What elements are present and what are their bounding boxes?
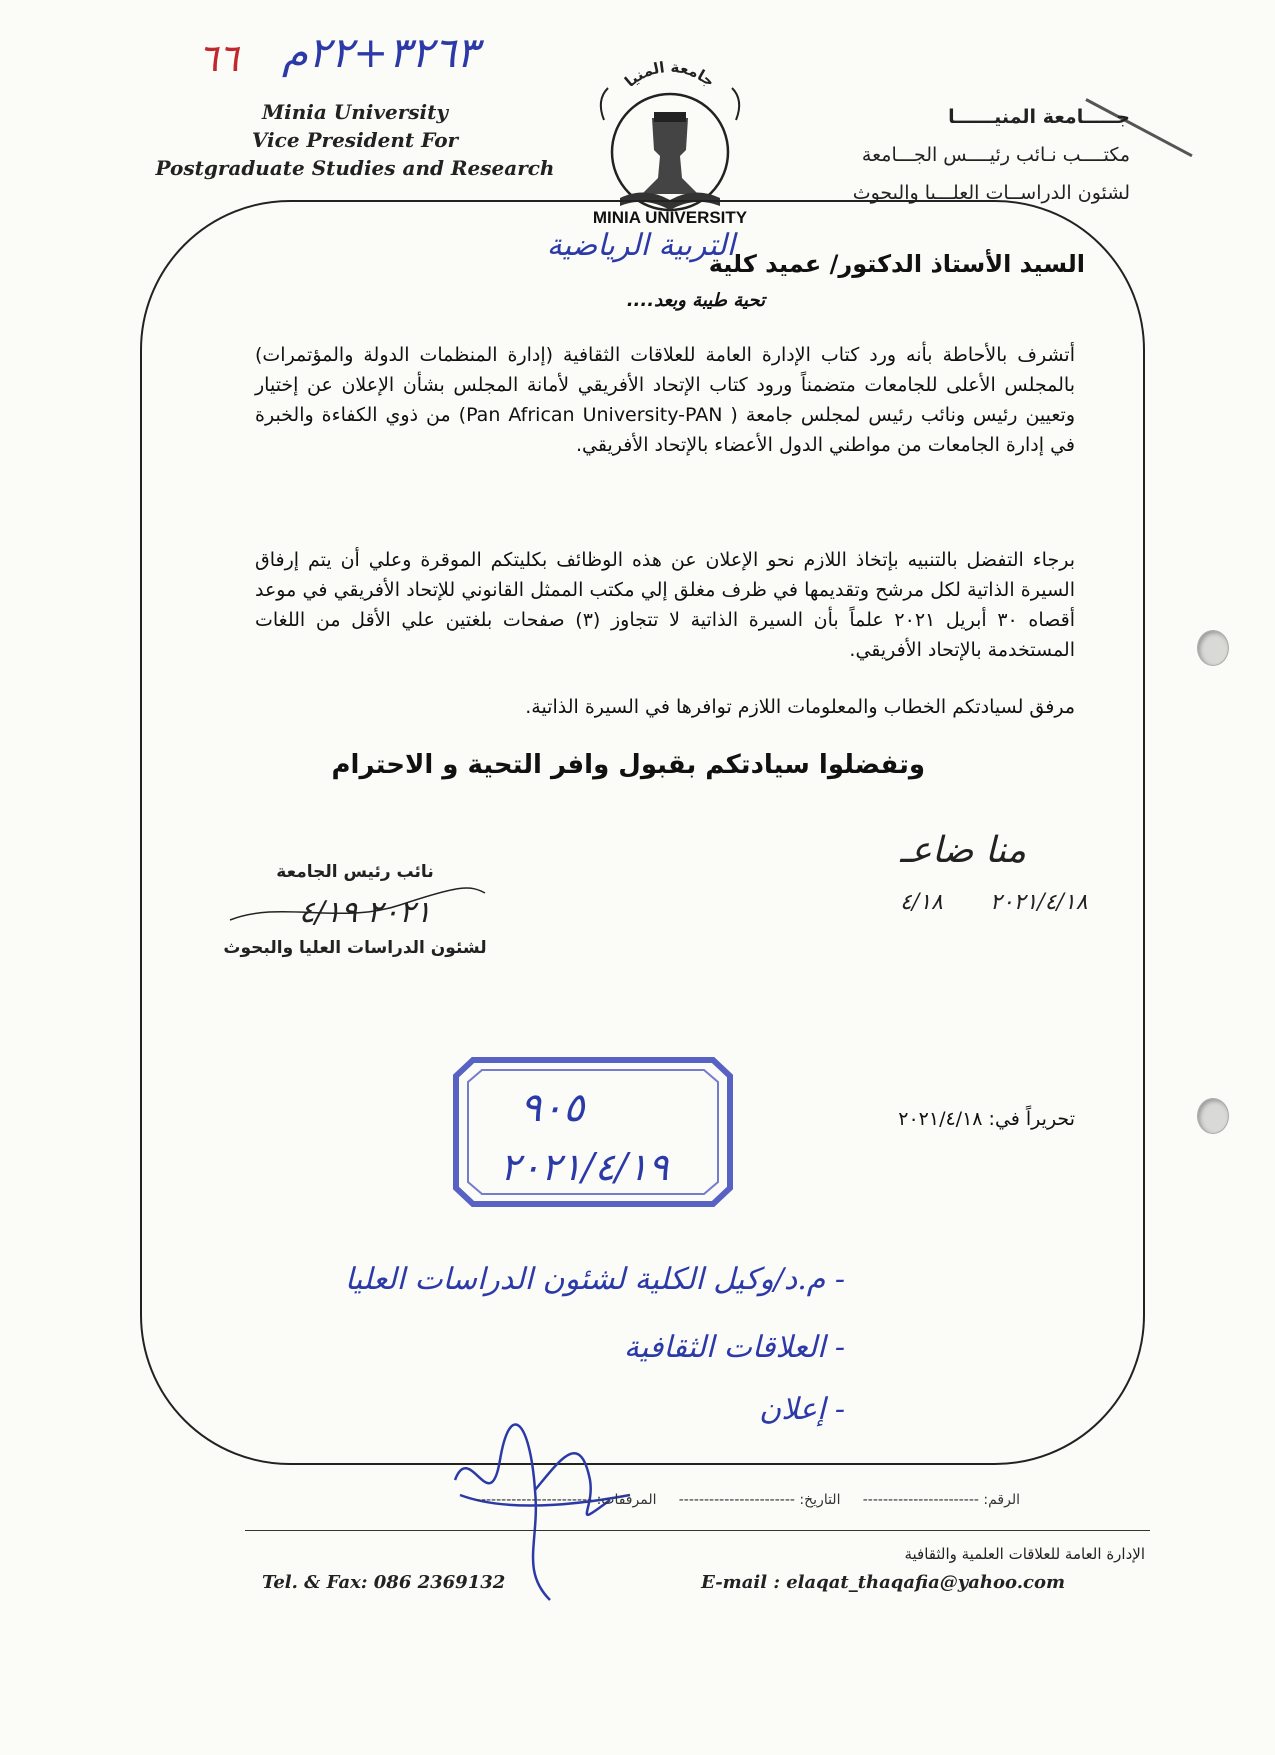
distribution-item-1: - م.د/وكيل الكلية لشئون الدراسات العليا [344, 1262, 845, 1297]
stamp-date: ٢٠٢١/٤/١٩ [500, 1145, 669, 1189]
paragraph-1: أتشرف بالأحاطة بأنه ورد كتاب الإدارة العامة للعلاقات الثقافية (إدارة المنظمات الدولة والمؤتمرات) بالمجلس الأعلى للجامعات متضمناً ورود كتاب الإتحاد الأفريقي لأمانة المجلس بشأن الإعلان عن إختيار وتعيين رئيس ونائب رئيس لمجلس جامعة ( Pan African University-PAN) من ذوي الكفاءة والخبرة في إدارة الجامعات من مواطني الدول الأعضاء بالإتحاد الأفريقي. [255, 344, 1076, 456]
footer-email: E-mail : elaqat_thaqafia@yahoo.com [701, 1572, 1065, 1593]
salutation: السيد الأستاذ الدكتور/ عميد كلية [708, 250, 1085, 278]
attachments-dashes: ----------------------- [475, 1492, 593, 1508]
logo-arc-text: جامعة المنيا [621, 60, 719, 91]
signature-right-scribble: منا ضاعـ [900, 830, 1027, 871]
signature-right-date-short: ٤/١٨ [900, 890, 943, 915]
logo-caption: MINIA UNIVERSITY [592, 208, 748, 227]
header-en-line3: Postgraduate Studies and Research [155, 156, 555, 180]
header-en-line1: Minia University [262, 100, 448, 124]
punch-hole-bottom [1197, 1098, 1229, 1134]
signatory-title: نائب رئيس الجامعة [276, 862, 434, 882]
signatory-office: لشئون الدراسات العليا والبحوث [223, 938, 487, 958]
distribution-item-3: - إعلان [759, 1392, 845, 1427]
footer-fields [240, 1492, 1020, 1508]
attachment-note: مرفق لسيادتكم الخطاب والمعلومات اللازم توافرها في السيرة الذاتية. [525, 696, 1075, 718]
paragraph-2: برجاء التفضل بالتنبيه بإتخاذ اللازم نحو الإعلان عن هذه الوظائف بكليتكم الموقرة وعلي أن يتم إرفاق السيرة الذاتية لكل مرشح وتقديمها في ظرف مغلق إلي مكتب الممثل القانوني للإتحاد الأفريقي في موعد أقصاه ٣٠ أبريل ٢٠٢١ علماً بأن السيرة الذاتية لا تتجاوز (٣) صفحات بلغتين علي الأقل من اللغات المستخدمة بالإتحاد الأفريقي. [255, 549, 1076, 661]
number-label: الرقم: [983, 1492, 1020, 1508]
attachments-label: المرفقات: [596, 1492, 657, 1508]
header-arabic [770, 98, 1130, 212]
handwritten-number-blue: ٣٢٦٣+٢٢م [282, 28, 479, 77]
handwritten-number-red: ٦٦ [198, 36, 239, 80]
greeting: تحية طيبة وبعد.... [626, 290, 765, 311]
date-dashes: ----------------------- [678, 1492, 795, 1508]
distribution-item-2: - العلاقات الثقافية [623, 1330, 845, 1365]
header-ar-line3: لشئون الدراســات العلـــيا والبحوث [852, 182, 1130, 204]
header-ar-line2: مكتــــب نـائب رئيــــس الجـــامعة [861, 144, 1130, 166]
signature-right-date: ٢٠٢١/٤/١٨ [990, 890, 1088, 915]
stamp-number: ٩٠٥ [520, 1085, 585, 1131]
salutation-handwritten: التربية الرياضية [546, 228, 735, 263]
signature-left-scribble: ٢٠٢١ ٤/١٩ [298, 895, 432, 930]
footer-department: الإدارة العامة للعلاقات العلمية والثقافية [904, 1545, 1145, 1563]
footer-tel: Tel. & Fax: 086 2369132 [262, 1572, 506, 1593]
header-en-line2: Vice President For [251, 128, 459, 152]
signature-left-strokes [220, 875, 490, 935]
written-date: تحريراً في: ٢٠٢١/٤/١٨ [898, 1108, 1075, 1130]
header-ar-line1: جـــــامعة المنيــــــا [948, 106, 1130, 128]
date-label: التاريخ: [799, 1492, 841, 1508]
number-dashes: ----------------------- [862, 1492, 979, 1508]
footer-rule [245, 1530, 1150, 1531]
header-english [150, 98, 560, 182]
punch-hole-top [1197, 630, 1229, 666]
closing-line: وتفضلوا سيادتكم بقبول وافر التحية و الاحترام [331, 750, 925, 780]
